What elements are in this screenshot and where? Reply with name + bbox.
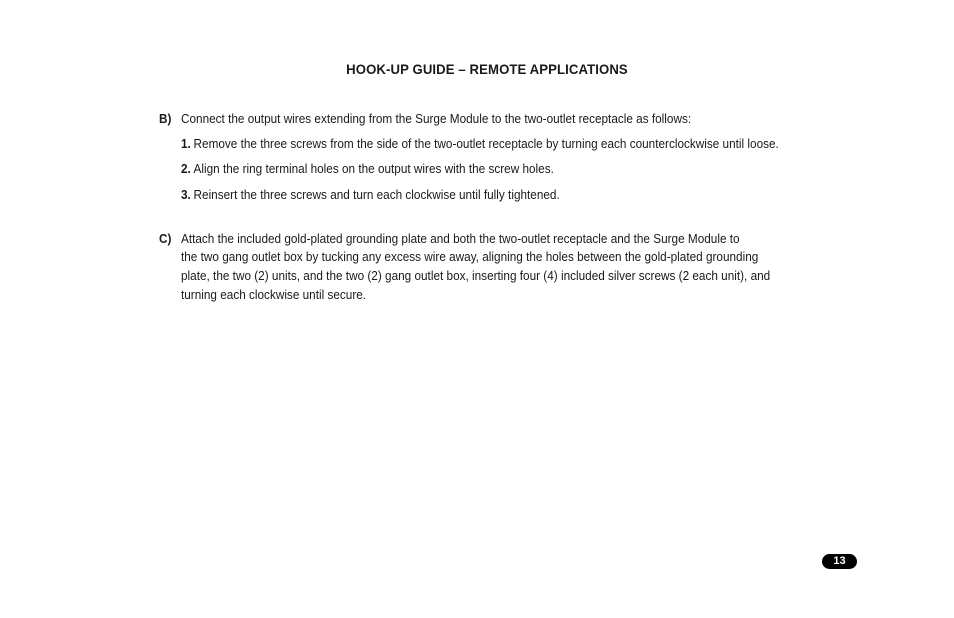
step-1-text: Remove the three screws from the side of the two-outlet receptacle by turning each counterclockwise until loose. [193,136,779,151]
section-b-marker: B) [159,111,172,126]
section-c-line-2: the two gang outlet box by tucking any excess wire away, aligning the holes between the gold-plated grounding [181,249,759,264]
section-c-line-4: turning each clockwise until secure. [181,287,367,302]
step-2-text: Align the ring terminal holes on the output wires with the screw holes. [193,161,554,176]
page-number-badge: 13 [822,554,857,569]
section-b-intro: Connect the output wires extending from the Surge Module to the two-outlet receptacle as follows: [181,111,692,126]
step-1-number: 1. [181,136,191,151]
page-title: HOOK-UP GUIDE – REMOTE APPLICATIONS [346,61,628,77]
step-1 [181,134,779,154]
section-c-line-3: plate, the two (2) units, and the two (2) gang outlet box, inserting four (4) included silver screws (2 each unit), and [181,268,771,283]
section-c-line-1: Attach the included gold-plated grounding plate and both the two-outlet receptacle and the Surge Module to [181,231,740,246]
step-3-number: 3. [181,187,191,202]
step-2 [181,159,554,179]
step-2-number: 2. [181,161,191,176]
step-3-text: Reinsert the three screws and turn each clockwise until fully tightened. [193,187,560,202]
section-c-marker: C) [159,231,172,246]
step-3 [181,185,560,205]
